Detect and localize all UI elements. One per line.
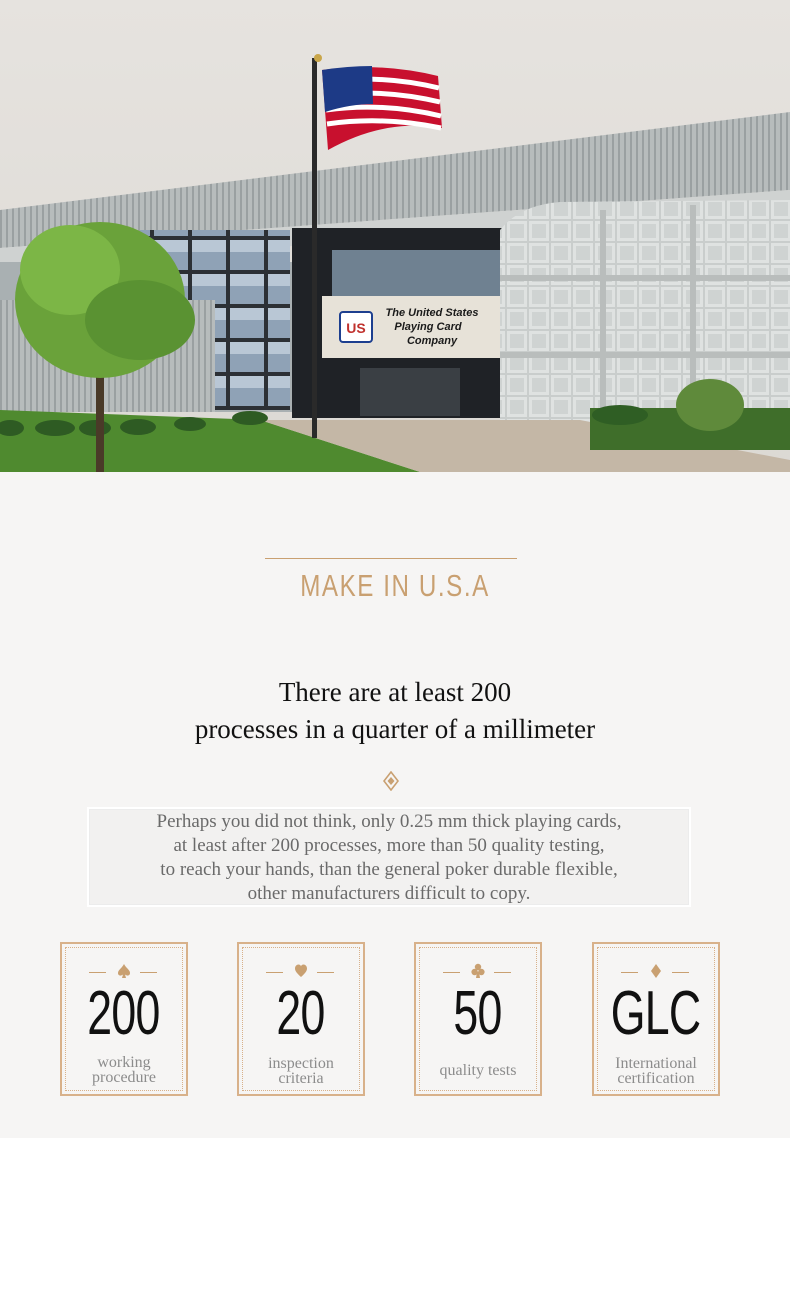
sign-line-2: Playing Card xyxy=(394,321,462,333)
stat-value: 20 xyxy=(276,979,325,1048)
made-in-usa-section xyxy=(0,472,790,1138)
company-logo: US xyxy=(346,320,366,336)
diamond-icon xyxy=(383,771,399,791)
diamond-icon xyxy=(649,963,663,979)
club-icon xyxy=(471,963,485,979)
sign-line-3: Company xyxy=(406,335,458,347)
stat-value: 200 xyxy=(87,979,160,1048)
description-line: at least after 200 processes, more than 50 quality testing, xyxy=(173,835,605,856)
sign-line-1: The United States xyxy=(385,307,479,319)
heart-icon xyxy=(294,963,308,979)
stat-card-inspection-criteria xyxy=(237,942,365,1096)
factory-building-image xyxy=(0,0,790,472)
description xyxy=(89,809,689,906)
title-rule xyxy=(265,558,517,559)
headline xyxy=(0,674,790,748)
stat-card-quality-tests xyxy=(414,942,542,1096)
stat-label: working procedure xyxy=(92,1054,156,1086)
stat-value: GLC xyxy=(610,979,701,1048)
description-line: other manufacturers difficult to copy. xyxy=(247,883,531,904)
stat-label: International certification xyxy=(615,1055,697,1087)
spade-icon xyxy=(117,963,131,979)
stat-label: quality tests xyxy=(439,1062,517,1079)
description-line: Perhaps you did not think, only 0.25 mm thick playing cards, xyxy=(156,811,622,832)
stat-card-working-procedure xyxy=(60,942,188,1096)
stat-value: 50 xyxy=(453,979,502,1048)
hero-photo xyxy=(0,0,790,472)
stat-label: inspection criteria xyxy=(268,1055,334,1087)
description-box xyxy=(87,807,691,907)
headline-line-2: processes in a quarter of a millimeter xyxy=(194,714,596,744)
description-line: to reach your hands, than the general poker durable flexible, xyxy=(160,859,618,880)
headline-line-1: There are at least 200 xyxy=(278,677,512,707)
section-title: MAKE IN U.S.A xyxy=(300,568,490,603)
stat-card-international-certification xyxy=(592,942,720,1096)
